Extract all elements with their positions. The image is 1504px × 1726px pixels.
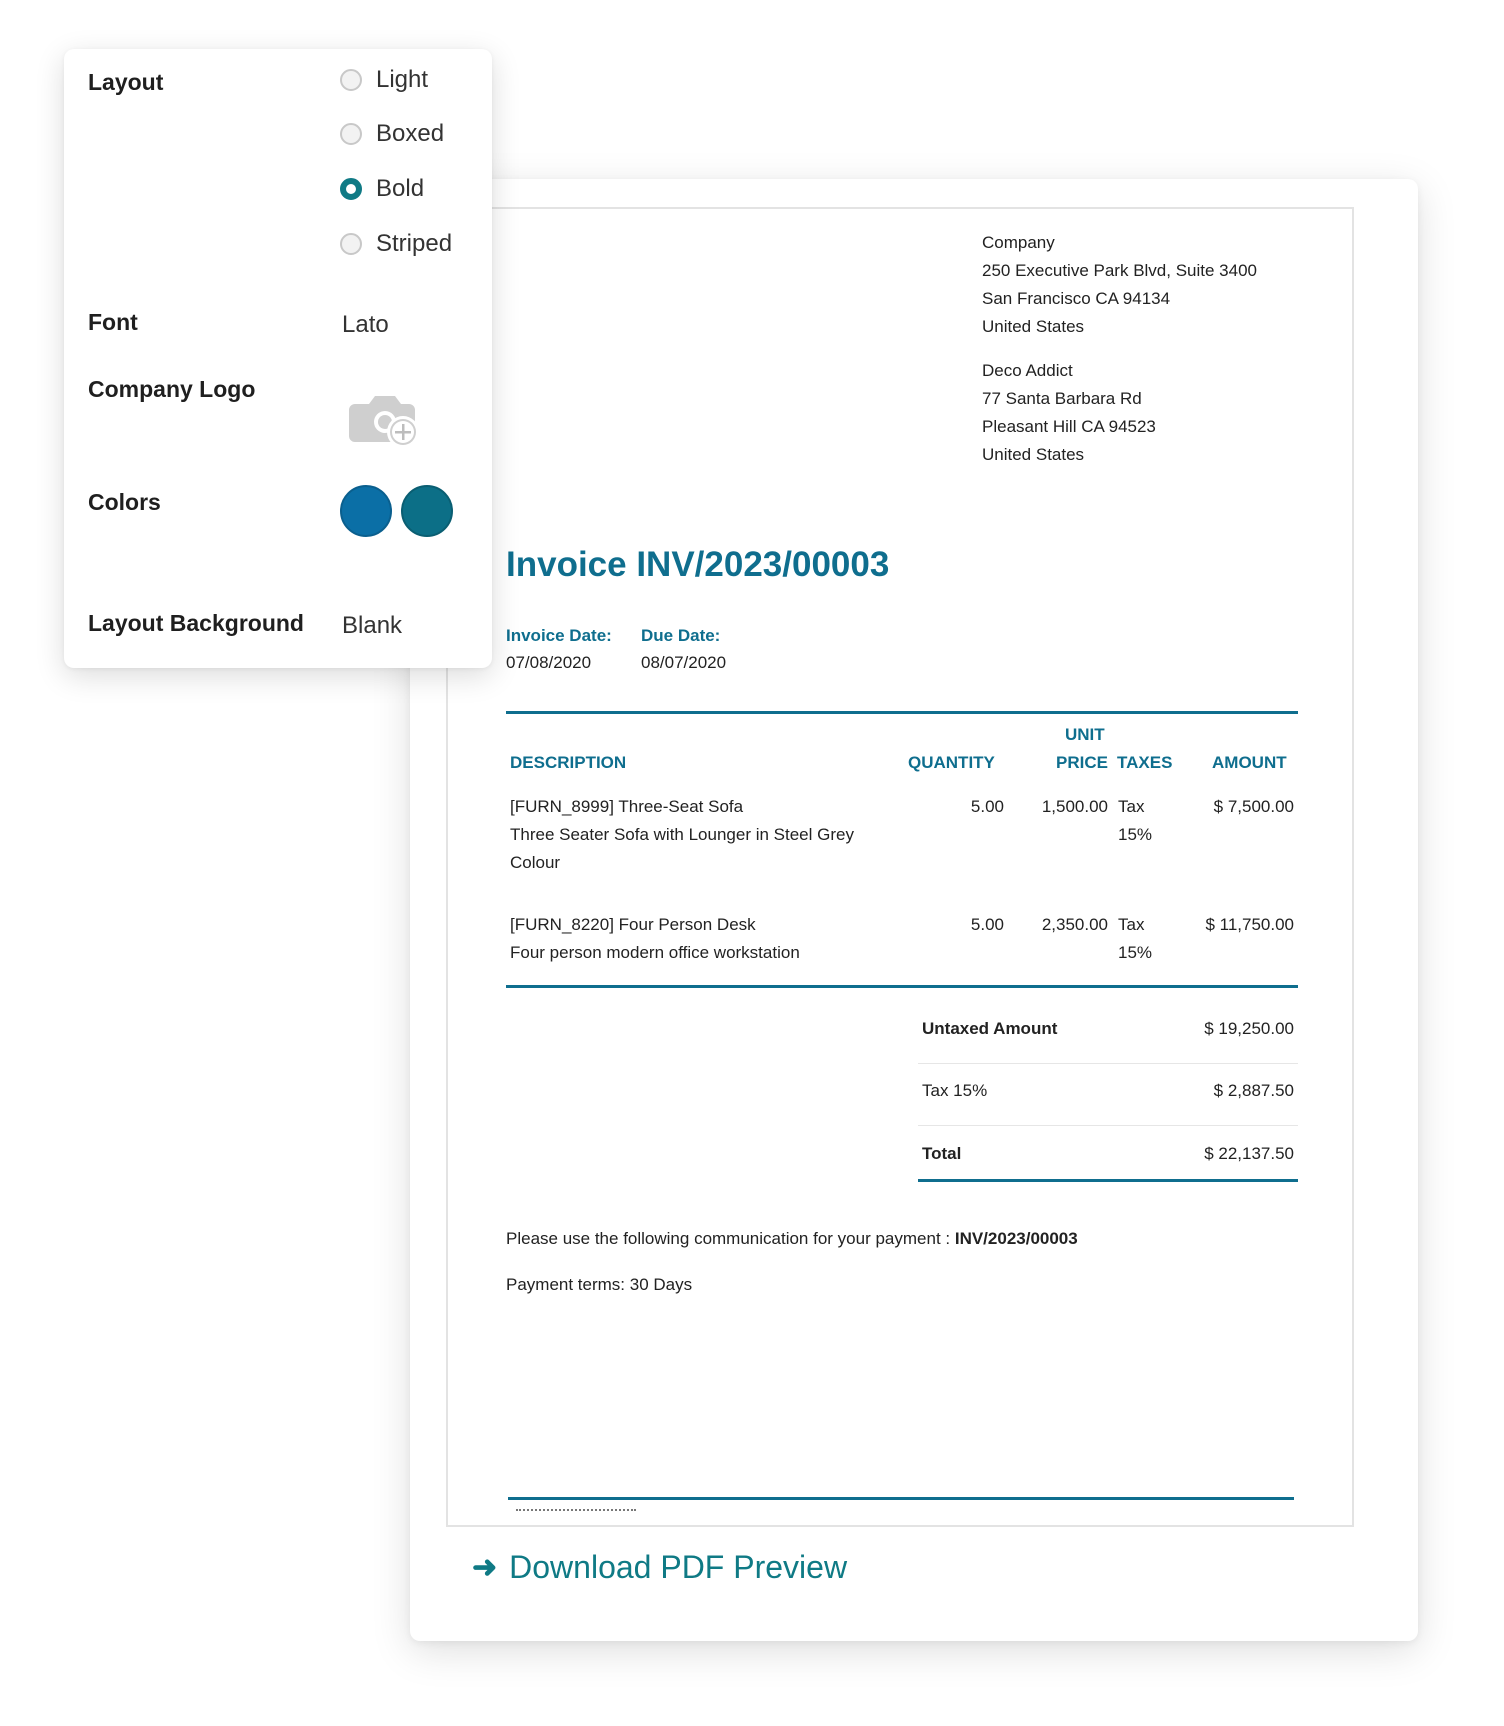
customer-address-line: Pleasant Hill CA 94523 — [982, 417, 1156, 436]
company-address-line: 250 Executive Park Blvd, Suite 3400 — [982, 261, 1257, 280]
col-header-quantity: QUANTITY — [908, 753, 995, 772]
layout-option-bold[interactable] — [340, 175, 424, 203]
layout-option-striped[interactable] — [340, 230, 452, 258]
radio-light[interactable] — [340, 69, 362, 91]
arrow-right-icon: ➜ — [472, 1551, 498, 1584]
company-address — [982, 229, 1257, 341]
radio-striped[interactable] — [340, 233, 362, 255]
camera-add-icon[interactable] — [349, 384, 429, 450]
customer-address — [982, 357, 1156, 469]
footer-text-fragment — [516, 1509, 636, 1515]
line-quantity: 5.00 — [970, 915, 1004, 934]
line-taxes — [1118, 793, 1152, 849]
footer-rule — [508, 1497, 1294, 1500]
line-detail: Three Seater Sofa with Lounger in Steel Grey — [510, 825, 854, 844]
font-label: Font — [88, 309, 138, 335]
communication-reference: INV/2023/00003 — [954, 1229, 1078, 1248]
tax-value: $ 2,887.50 — [1213, 1081, 1294, 1100]
col-header-price: PRICE — [1056, 753, 1108, 772]
total-label: Total — [922, 1144, 962, 1163]
untaxed-amount-value: $ 19,250.00 — [1204, 1019, 1294, 1038]
payment-communication — [506, 1229, 1078, 1249]
line-product: [FURN_8220] Four Person Desk — [510, 915, 756, 934]
primary-color-swatch[interactable] — [340, 485, 392, 537]
line-detail: Four person modern office workstation — [510, 943, 800, 962]
totals-divider — [918, 1063, 1298, 1064]
untaxed-amount-label: Untaxed Amount — [922, 1019, 1058, 1038]
radio-bold[interactable] — [340, 178, 362, 200]
line-product: [FURN_8999] Three-Seat Sofa — [510, 797, 744, 816]
communication-text: Please use the following communication for your payment : — [506, 1229, 955, 1248]
download-label: Download PDF Preview — [509, 1549, 848, 1585]
line-tax-rate: 15% — [1118, 825, 1153, 844]
line-tax-name: Tax — [1118, 915, 1145, 934]
line-detail: Colour — [510, 853, 561, 872]
layout-option-label: Boxed — [376, 120, 445, 147]
colors-label: Colors — [88, 489, 161, 515]
due-date: 08/07/2020 — [641, 653, 727, 672]
layout-option-label: Striped — [376, 230, 453, 257]
customer-name: Deco Addict — [982, 361, 1073, 380]
line-amount: $ 11,750.00 — [1205, 915, 1294, 934]
layout-option-label: Bold — [376, 175, 425, 202]
line-amount: $ 7,500.00 — [1213, 797, 1294, 816]
layout-option-boxed[interactable] — [340, 120, 444, 148]
totals-bottom-rule — [918, 1179, 1298, 1182]
line-quantity: 5.00 — [970, 797, 1004, 816]
line-unit-price: 1,500.00 — [1041, 797, 1108, 816]
font-value[interactable]: Lato — [342, 311, 389, 338]
table-top-rule — [506, 711, 1298, 714]
layout-label: Layout — [88, 69, 164, 95]
company-address-line: United States — [982, 317, 1085, 336]
company-name: Company — [982, 233, 1055, 252]
layout-background-label: Layout Background — [88, 610, 304, 636]
invoice-title: Invoice INV/2023/00003 — [506, 545, 890, 584]
col-header-taxes: TAXES — [1117, 753, 1173, 772]
document-layout-settings — [64, 49, 492, 668]
col-header-description: DESCRIPTION — [510, 753, 627, 772]
col-header-unit: UNIT — [1065, 725, 1105, 744]
customer-address-line: United States — [982, 445, 1085, 464]
line-description — [510, 911, 890, 967]
tax-label: Tax 15% — [922, 1081, 988, 1100]
radio-boxed[interactable] — [340, 123, 362, 145]
line-tax-name: Tax — [1118, 797, 1145, 816]
line-tax-rate: 15% — [1118, 943, 1153, 962]
due-date-label: Due Date: — [641, 626, 721, 645]
invoice-preview-card — [410, 179, 1418, 1641]
invoice-date: 07/08/2020 — [506, 653, 592, 672]
payment-terms: Payment terms: 30 Days — [506, 1275, 693, 1294]
total-value: $ 22,137.50 — [1204, 1144, 1294, 1163]
totals-divider — [918, 1125, 1298, 1126]
line-taxes — [1118, 911, 1152, 967]
line-unit-price: 2,350.00 — [1041, 915, 1108, 934]
company-address-line: San Francisco CA 94134 — [982, 289, 1171, 308]
layout-option-light[interactable] — [340, 66, 428, 94]
table-bottom-rule — [506, 985, 1298, 988]
col-header-amount: AMOUNT — [1212, 753, 1287, 772]
invoice-date-label: Invoice Date: — [506, 626, 612, 645]
line-description — [510, 793, 890, 877]
customer-address-line: 77 Santa Barbara Rd — [982, 389, 1142, 408]
download-pdf-preview-link[interactable] — [472, 1549, 847, 1586]
layout-option-label: Light — [376, 66, 429, 93]
company-logo-label: Company Logo — [88, 376, 256, 402]
secondary-color-swatch[interactable] — [401, 485, 453, 537]
layout-background-value[interactable]: Blank — [342, 612, 403, 639]
invoice-page — [446, 207, 1354, 1527]
